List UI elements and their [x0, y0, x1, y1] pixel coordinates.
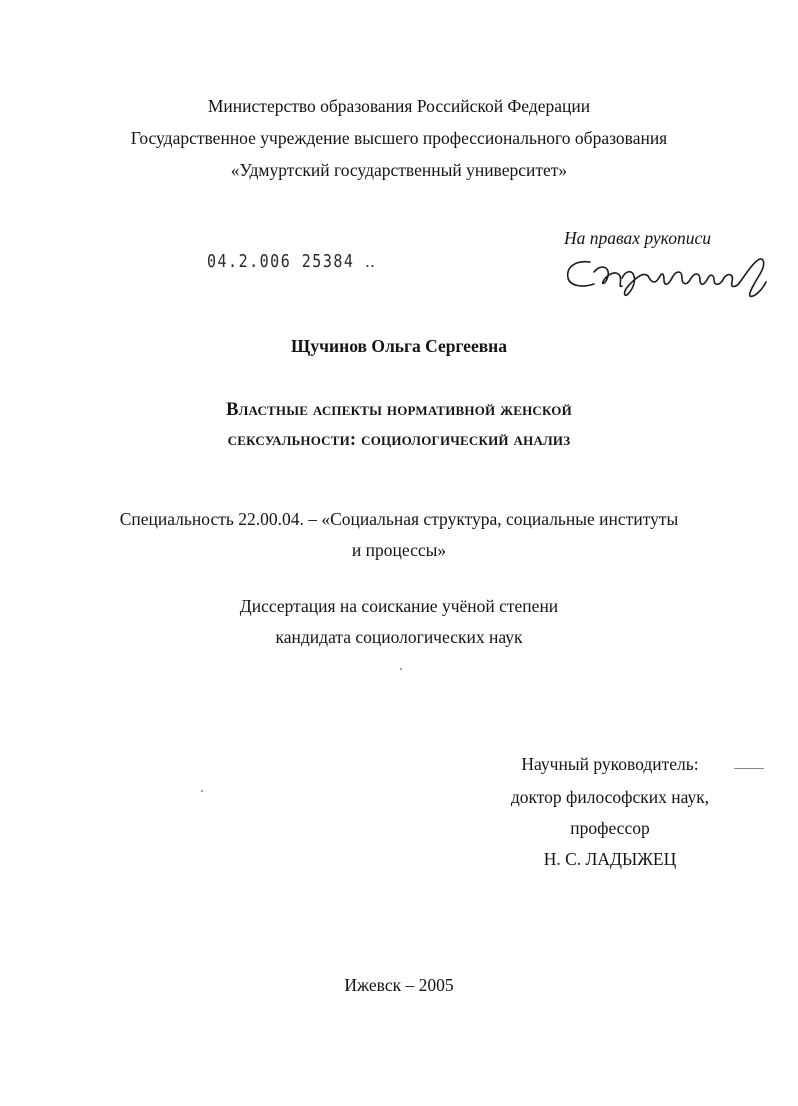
thesis-title-line-2: сексуальности: социологический анализ: [227, 430, 571, 450]
supervisor-rank: профессор: [570, 818, 650, 838]
university-line: «Удмуртский государственный университет»: [230, 160, 568, 180]
dissertation-line-2: кандидата социологических наук: [275, 627, 523, 647]
specialty-line-1: Специальность 22.00.04. – «Социальная структура, социальные институты: [119, 509, 679, 529]
scan-speck: [400, 668, 402, 670]
specialty-line-2: и процессы»: [351, 540, 447, 560]
dissertation-line-1: Диссертация на соискание учёной степени: [239, 596, 559, 616]
supervisor-label: Научный руководитель:: [521, 754, 699, 774]
ministry-line: Министерство образования Российской Федерации: [207, 96, 591, 116]
archive-stamp: 04.2.006 25384 ‥: [207, 250, 377, 272]
manuscript-rights-note: На правах рукописи: [564, 228, 711, 248]
thesis-title-line-1: Властные аспекты нормативной женской: [226, 400, 572, 420]
supervisor-name: Н. С. ЛАДЫЖЕЦ: [543, 849, 677, 869]
supervisor-degree: доктор философских наук,: [510, 787, 710, 807]
city-year: Ижевск – 2005: [344, 975, 454, 995]
scan-speck: [201, 790, 203, 792]
institution-line: Государственное учреждение высшего профессионального образования: [130, 128, 668, 148]
author-name: Щучинов Ольга Сергеевна: [291, 336, 507, 356]
author-signature: [560, 254, 780, 300]
